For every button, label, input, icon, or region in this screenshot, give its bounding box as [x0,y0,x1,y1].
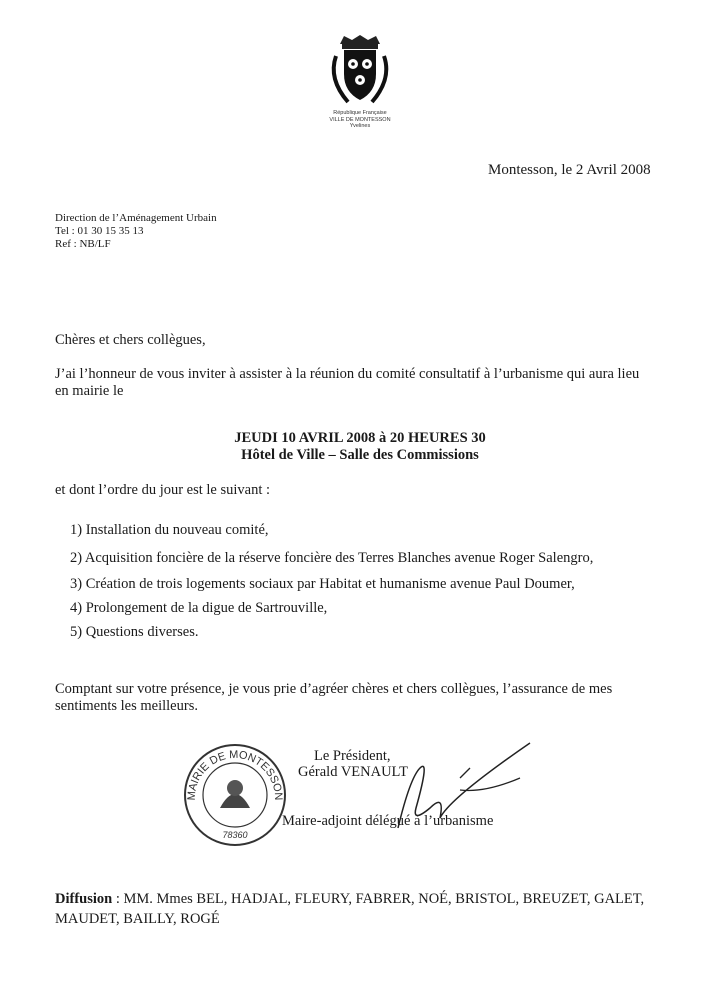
meeting-place: Hôtel de Ville – Salle des Commissions [241,447,479,463]
stamp-postcode: 78360 [222,830,248,840]
agenda-item: 2) Acquisition foncière de la réserve foncière des Terres Blanches avenue Roger Salengro, [70,550,594,566]
meeting-datetime: JEUDI 10 AVRIL 2008 à 20 HEURES 30 [234,430,486,446]
mairie-stamp [180,740,290,850]
distribution-recipients: : MM. Mmes BEL, HADJAL, FLEURY, FABRER, NOÉ, BRISTOL, BREUZET, GALET, MAUDET, BAILLY, ROGÉ [55,891,645,927]
signature-title: Le Président, [314,748,391,764]
stamp-text: MAIRIE DE MONTESSON [185,748,285,801]
signature-name: Gérald VENAULT [298,764,408,780]
closing-paragraph: Comptant sur votre présence, je vous prie d’agréer chères et chers collègues, l’assurance de mes sentiments les meilleurs. [55,681,613,714]
sender-ref: Ref : NB/LF [55,238,111,250]
sender-department: Direction de l’Aménagement Urbain [55,212,217,224]
greeting: Chères et chers collègues, [55,332,206,348]
agenda-item: 3) Création de trois logements sociaux par Habitat et humanisme avenue Paul Doumer, [70,576,575,592]
agenda-intro: et dont l’ordre du jour est le suivant : [55,482,271,498]
intro-paragraph: J’ai l’honneur de vous inviter à assister à la réunion du comité consultatif à l’urbanisme qui aura lieu en mairie le [55,366,640,399]
distribution-list [55,889,665,929]
letter-date: Montesson, le 2 Avril 2008 [488,162,651,178]
crest-line-ville: VILLE DE MONTESSON [329,116,391,123]
agenda-item: 1) Installation du nouveau comité, [70,522,269,538]
signature-role: Maire-adjoint délégué à l’urbanisme [282,813,494,829]
city-crest-logo [318,34,402,108]
crest-line-republique: République Française [333,110,387,116]
agenda-item: 5) Questions diverses. [70,624,199,640]
handwritten-signature [390,738,540,838]
sender-block [55,212,217,251]
crest-line-dept: Yvelines [349,123,371,129]
distribution-label: Diffusion [55,891,113,907]
sender-tel: Tel : 01 30 15 35 13 [55,225,144,237]
agenda-item: 4) Prolongement de la digue de Sartrouville, [70,600,328,616]
crest-caption [290,110,430,130]
